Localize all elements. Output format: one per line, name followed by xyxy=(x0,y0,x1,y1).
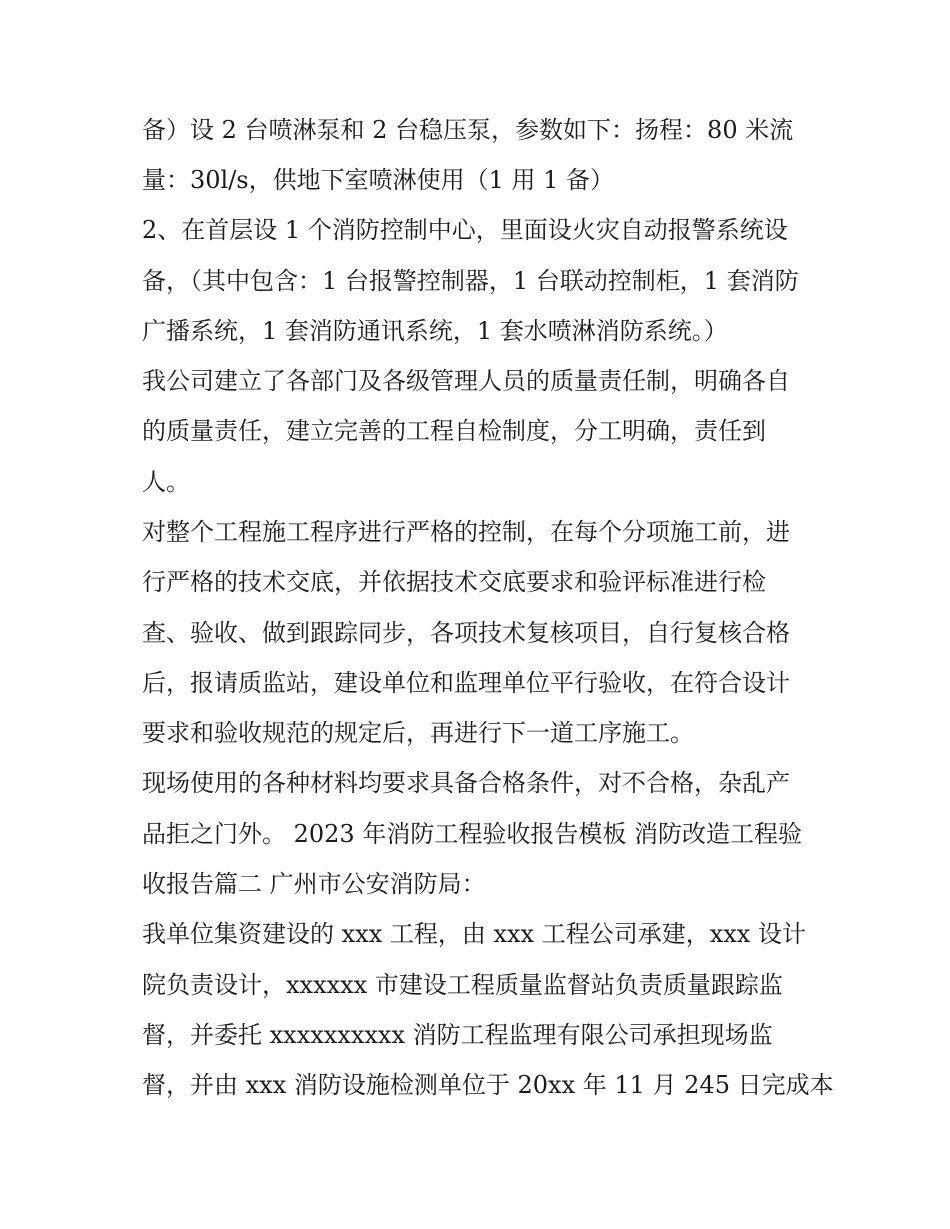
text-line: 的质量责任，建立完善的工程自检制度，分工明确，责任到 xyxy=(142,417,766,445)
text-line: 院负责设计，xxxxxx 市建设工程质量监督站负责质量跟踪监 xyxy=(142,971,783,999)
text-line: 现场使用的各种材料均要求具备合格条件，对不合格，杂乱产 xyxy=(142,769,790,797)
text-line: 我公司建立了各部门及各级管理人员的质量责任制，明确各自 xyxy=(142,367,790,395)
text-line: 督，并由 xxx 消防设施检测单位于 20xx 年 11 月 245 日完成本 xyxy=(142,1071,834,1099)
text-line: 人。 xyxy=(142,468,190,496)
text-line: 品拒之门外。 2023 年消防工程验收报告模板 消防改造工程验 xyxy=(142,820,802,848)
text-line: 要求和验收规范的规定后，再进行下一道工序施工。 xyxy=(142,719,694,747)
text-line: 量：30l/s，供地下室喷淋使用（1 用 1 备） xyxy=(142,166,615,194)
text-line: 备，（其中包含：1 台报警控制器，1 台联动控制柜，1 套消防 xyxy=(142,267,799,295)
text-line: 后，报请质监站，建设单位和监理单位平行验收，在符合设计 xyxy=(142,669,790,697)
text-line: 对整个工程施工程序进行严格的控制，在每个分项施工前，进 xyxy=(142,518,790,546)
text-line: 收报告篇二 广州市公安消防局： xyxy=(142,870,486,898)
text-line: 督，并委托 xxxxxxxxxx 消防工程监理有限公司承担现场监 xyxy=(142,1021,773,1049)
text-line: 行严格的技术交底，并依据技术交底要求和验评标准进行检 xyxy=(142,568,766,596)
text-line: 查、验收、做到跟踪同步，各项技术复核项目，自行复核合格 xyxy=(142,619,790,647)
text-line: 广播系统，1 套消防通讯系统，1 套水喷淋消防系统。） xyxy=(142,317,728,345)
text-line: 备）设 2 台喷淋泵和 2 台稳压泵，参数如下：扬程：80 米流 xyxy=(142,116,794,144)
text-line: 我单位集资建设的 xxx 工程，由 xxx 工程公司承建，xxx 设计 xyxy=(142,920,806,948)
text-line: 2、在首层设 1 个消防控制中心，里面设火灾自动报警系统设 xyxy=(142,216,788,244)
